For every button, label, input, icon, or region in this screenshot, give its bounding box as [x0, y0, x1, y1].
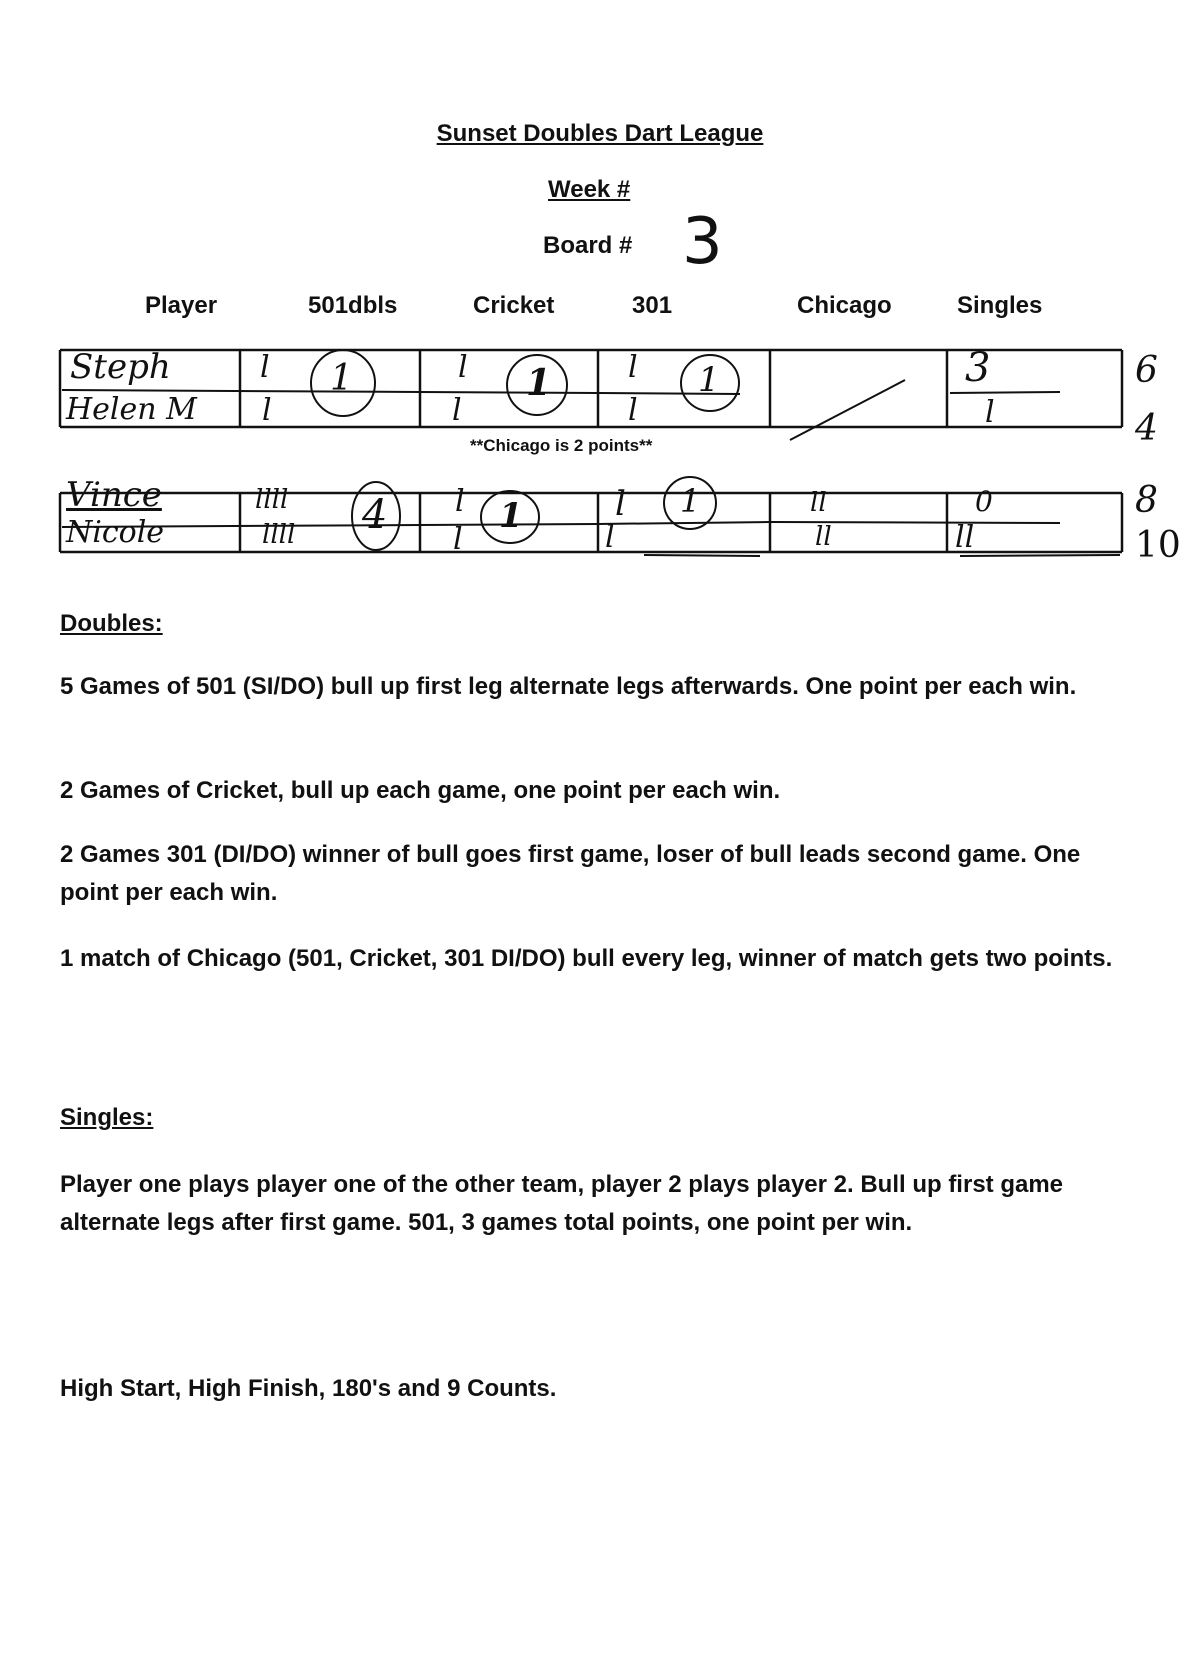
score-table-grid [0, 0, 1200, 600]
team2-chicago-p2: ll [815, 522, 832, 552]
col-chicago: Chicago [797, 292, 892, 319]
team2-cricket-p1: l [455, 484, 465, 519]
team2-singles-p1: 0 [975, 485, 993, 518]
doubles-heading: Doubles: [60, 610, 163, 637]
awards-line: High Start, High Finish, 180's and 9 Counts. [60, 1375, 557, 1402]
team1-total-p1: 6 [1135, 350, 1158, 391]
week-label: Week # [548, 176, 631, 203]
team1-501-p1: l [260, 350, 270, 385]
league-title: Sunset Doubles Dart League [436, 120, 764, 147]
team2-total-p2: 10 [1135, 525, 1181, 566]
team1-cricket-p2: l [452, 393, 462, 428]
team1-301-p2: l [628, 393, 638, 428]
team2-501-p2: llll [262, 520, 296, 550]
doubles-rule-501: 5 Games of 501 (SI/DO) bull up first leg alternate legs afterwards. One point per each win. [60, 673, 1077, 700]
team2-chicago-p1: ll [810, 488, 827, 518]
team1-singles-p1: 3 [965, 345, 991, 391]
team2-cricket-total: 1 [499, 496, 523, 536]
team2-301-p1: l [615, 484, 626, 524]
team1-player2: Helen M [66, 392, 197, 427]
team1-301-total: 1 [698, 360, 720, 400]
team2-singles-p2: ll [955, 520, 975, 555]
team2-total-p1: 8 [1135, 480, 1158, 521]
team1-cricket-p1: l [458, 350, 468, 385]
team1-501-total: 1 [330, 358, 353, 399]
team1-cricket-total: 1 [526, 362, 552, 404]
chicago-note: **Chicago is 2 points** [470, 436, 653, 455]
team1-player1: Steph [70, 347, 171, 387]
team2-cricket-p2: l [453, 522, 463, 557]
singles-rule: Player one plays player one of the other team, player 2 plays player 2. Bull up first game alternate legs after first game. 501, 3 games total points, one point per win. [60, 1171, 1064, 1236]
doubles-rule-cricket: 2 Games of Cricket, bull up each game, one point per each win. [60, 777, 781, 804]
board-label: Board # [543, 232, 633, 259]
col-singles: Singles [957, 292, 1043, 319]
team2-301-p2: l [605, 520, 615, 555]
singles-heading: Singles: [60, 1104, 154, 1131]
col-501dbls: 501dbls [308, 292, 398, 319]
team2-player1: Vince [66, 475, 162, 515]
team1-singles-p2: l [985, 395, 995, 430]
team2-301-total: 1 [680, 482, 701, 520]
team1-total-p2: 4 [1135, 408, 1158, 449]
team2-501-total: 4 [362, 492, 388, 538]
team2-501-p1: llll [255, 485, 289, 515]
board-number: 3 [682, 205, 723, 279]
doubles-rule-chicago: 1 match of Chicago (501, Cricket, 301 DI/DO) bull every leg, winner of match gets two points. [60, 945, 1113, 972]
team1-501-p2: l [262, 393, 272, 428]
col-301: 301 [632, 292, 673, 319]
doubles-rule-301: 2 Games 301 (DI/DO) winner of bull goes first game, loser of bull leads second game. One point per each win. [60, 841, 1081, 906]
col-player: Player [145, 292, 218, 319]
team2-player2: Nicole [66, 515, 165, 550]
team1-301-p1: l [628, 350, 638, 385]
col-cricket: Cricket [473, 292, 555, 319]
